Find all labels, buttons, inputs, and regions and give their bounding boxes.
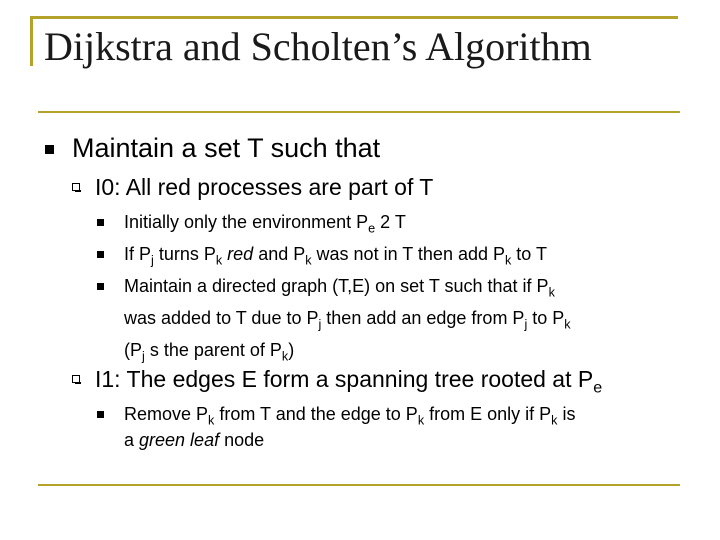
text: is xyxy=(557,404,576,424)
emphasis-red: red xyxy=(227,244,254,264)
text: Initially only the environment P xyxy=(124,212,369,232)
subscript: e xyxy=(368,221,376,236)
subscript: j xyxy=(318,317,322,332)
subscript: k xyxy=(417,413,425,428)
hollow-square-bullet-icon xyxy=(72,375,80,383)
text: ) xyxy=(288,340,295,360)
text: Maintain a directed graph (T,E) on set T such that if P xyxy=(124,276,549,296)
top-rule xyxy=(30,16,678,19)
text: node xyxy=(219,430,265,450)
square-bullet-icon xyxy=(97,251,104,258)
bullet-if-pj-turns xyxy=(124,238,547,270)
bottom-rule xyxy=(38,484,680,486)
bullet-i1 xyxy=(95,366,603,397)
square-bullet-icon xyxy=(97,411,104,418)
line xyxy=(124,334,571,366)
text: then add an edge from P xyxy=(321,308,525,328)
subscript: k xyxy=(281,349,289,364)
slide-title: Dijkstra and Scholten’s Algorithm xyxy=(44,24,592,69)
subscript: k xyxy=(505,253,512,268)
subscript: k xyxy=(548,285,555,300)
subscript: k xyxy=(215,253,223,268)
line xyxy=(124,302,571,334)
subscript: j xyxy=(524,317,528,332)
square-bullet-icon xyxy=(45,145,54,154)
text: a xyxy=(124,430,140,450)
subscript: e xyxy=(593,378,603,397)
text: s the parent of P xyxy=(144,340,282,360)
bullet-maintain-graph xyxy=(124,270,571,366)
text: (P xyxy=(124,340,142,360)
subscript: k xyxy=(305,253,312,268)
subscript: k xyxy=(564,317,571,332)
text: 2 T xyxy=(375,212,406,232)
text: from E only if P xyxy=(424,404,552,424)
text: was not in T then add P xyxy=(311,244,505,264)
subscript: k xyxy=(208,413,215,428)
title-underline-rule xyxy=(38,111,680,113)
text: I1: The edges E form a spanning tree rooted at P xyxy=(95,366,594,392)
bullet-maintain-set: Maintain a set T such that xyxy=(72,133,381,163)
emphasis-green-leaf: green leaf xyxy=(139,430,220,450)
square-bullet-icon xyxy=(97,219,104,226)
text: Remove P xyxy=(124,404,209,424)
subscript: j xyxy=(151,253,154,268)
bullet-remove-pk xyxy=(124,398,575,456)
text: and P xyxy=(253,244,306,264)
line xyxy=(124,270,571,302)
bullet-i0: I0: All red processes are part of T xyxy=(95,174,434,200)
text: If P xyxy=(124,244,152,264)
text: from T and the edge to P xyxy=(214,404,418,424)
text: to T xyxy=(511,244,547,264)
bullet-initially xyxy=(124,206,406,238)
text: to P xyxy=(527,308,565,328)
subscript: j xyxy=(142,349,145,364)
hollow-square-bullet-icon xyxy=(72,183,80,191)
square-bullet-icon xyxy=(97,283,104,290)
left-rule xyxy=(30,16,33,66)
text: was added to T due to P xyxy=(124,308,319,328)
text: turns P xyxy=(153,244,216,264)
subscript: k xyxy=(551,413,558,428)
